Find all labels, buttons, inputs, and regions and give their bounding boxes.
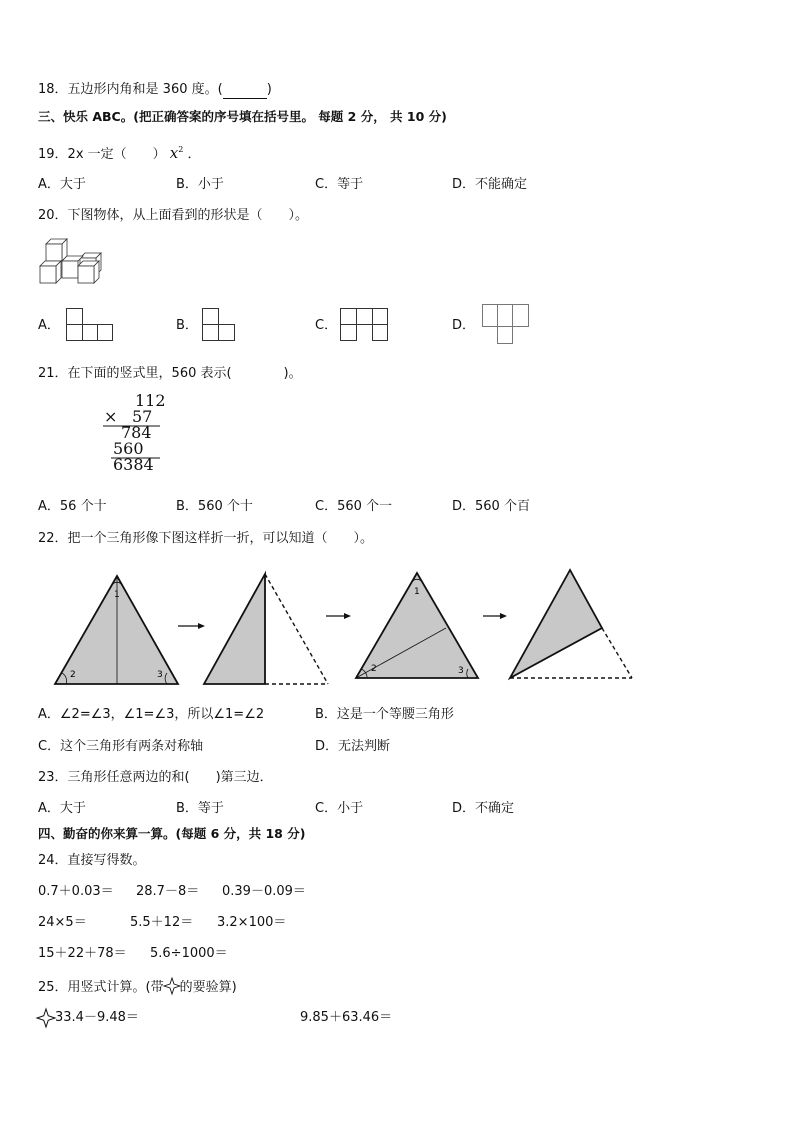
q21-option-b[interactable]: B．560 个十 [176,499,253,514]
q25-item-1: 33.4－9.48＝ [55,1010,139,1025]
shape-c-icon [340,308,390,342]
angle-1-label: 1 [114,590,120,600]
q21-option-c[interactable]: C．560 个一 [315,499,393,514]
q24-item: 24×5＝ [38,915,87,930]
question-19-stem: 19．2x 一定（ ） [38,147,166,162]
angle-3-label: 3 [458,666,464,676]
calc-result: 6384 [113,455,154,474]
calc-multiplicand: 112 [135,391,166,410]
question-19 [38,142,201,163]
angle-2-label: 2 [70,670,76,680]
shape-a-icon [66,308,114,342]
q24-item: 3.2×100＝ [217,915,287,930]
question-25-stem-a: 25．用竖式计算。(带 [38,980,164,995]
x-squared-expression: $x^2$ [169,144,184,162]
calc-times-sign: × [104,407,118,426]
q23-option-b[interactable]: B．等于 [176,801,224,816]
angle-1-label: 1 [414,587,420,597]
calc-partial-2: 560 [113,439,144,458]
question-18-text: 18．五边形内角和是 360 度。( [38,82,223,97]
question-20-stem: 20．下图物体，从上面看到的形状是（ ）。 [38,208,309,223]
question-19-end: ． [187,147,201,162]
cube-stack-figure [38,236,110,288]
q21-option-a[interactable]: A．56 个十 [38,499,107,514]
calc-multiplier: 57 [132,407,153,426]
q19-option-c[interactable]: C．等于 [315,177,364,192]
question-25-stem [38,978,237,996]
triangle-4 [510,570,632,678]
question-24-stem: 24．直接写得数。 [38,853,146,868]
question-21-stem: 21．在下面的竖式里，560 表示( )。 [38,366,302,381]
q20-option-b[interactable]: B． [176,318,198,333]
triangle-3 [356,573,478,678]
q25-item-2: 9.85＋63.46＝ [300,1010,393,1025]
q24-item: 5.6÷1000＝ [150,946,228,961]
q23-option-d[interactable]: D．不确定 [452,801,515,816]
q20-option-c[interactable]: C． [315,318,338,333]
question-23-stem: 23．三角形任意两边的和( )第三边． [38,770,273,785]
calc-partial-1: 784 [121,423,152,442]
q24-item: 28.7－8＝ [136,884,200,899]
q24-item: 15＋22＋78＝ [38,946,127,961]
arrow-right-icon [483,613,507,619]
four-point-star-icon [37,1009,55,1027]
q24-item: 5.5＋12＝ [130,915,194,930]
four-point-star-icon [164,978,180,994]
q23-option-a[interactable]: A．大于 [38,801,86,816]
question-18-close: ) [266,82,272,97]
arrow-right-icon [326,613,351,619]
q20-option-a[interactable]: A． [38,318,60,333]
angle-3-label: 3 [157,670,163,680]
q20-option-d[interactable]: D． [452,318,476,333]
answer-blank[interactable] [223,82,267,99]
section-4-heading: 四、勤奋的你来算一算。(每题 6 分，共 18 分) [38,826,306,841]
shape-b-icon [202,308,236,342]
q22-option-a[interactable]: A．∠2=∠3，∠1=∠3，所以∠1=∠2 [38,707,265,722]
shape-d-icon [482,304,532,344]
q24-item: 0.7＋0.03＝ [38,884,114,899]
q22-option-d[interactable]: D．无法判断 [315,739,391,754]
q22-option-b[interactable]: B．这是一个等腰三角形 [315,707,454,722]
angle-2-label: 2 [371,664,377,674]
q22-option-c[interactable]: C．这个三角形有两条对称轴 [38,739,204,754]
triangle-1 [55,576,178,684]
section-3-heading: 三、快乐 ABC。(把正确答案的序号填在括号里。 每题 2 分， 共 10 分) [38,109,447,124]
q23-option-c[interactable]: C．小于 [315,801,364,816]
question-22-stem: 22．把一个三角形像下图这样折一折，可以知道（ ）。 [38,531,374,546]
q21-option-d[interactable]: D．560 个百 [452,499,530,514]
q24-item: 0.39－0.09＝ [222,884,306,899]
question-25-stem-b: 的要验算) [179,980,237,995]
triangle-2 [204,574,328,684]
q19-option-b[interactable]: B．小于 [176,177,224,192]
arrow-right-icon [178,623,205,629]
question-18 [38,82,272,99]
q19-option-d[interactable]: D．不能确定 [452,177,528,192]
q19-option-a[interactable]: A．大于 [38,177,86,192]
triangle-folding-figure [40,566,640,692]
